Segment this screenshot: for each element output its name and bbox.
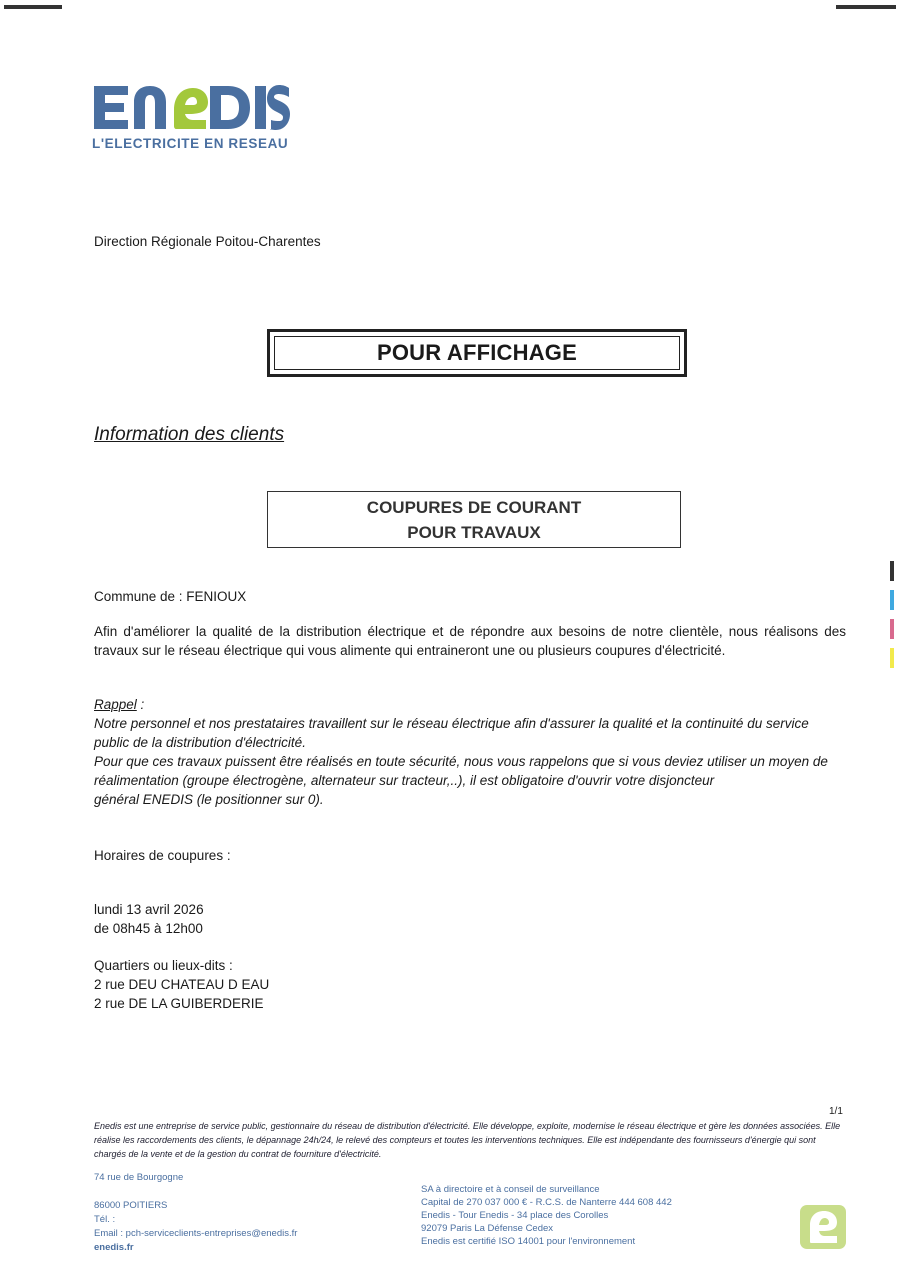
color-calibration-black bbox=[890, 561, 894, 581]
legal-line: Capital de 270 037 000 € - R.C.S. de Nanterre 444 608 442 bbox=[421, 1197, 672, 1208]
legal-line: Enedis est certifié ISO 14001 pour l'environnement bbox=[421, 1236, 636, 1247]
commune: Commune de : FENIOUX bbox=[94, 589, 247, 604]
street-item: 2 rue DEU CHATEAU D EAU bbox=[94, 977, 270, 992]
coupures-box bbox=[267, 491, 681, 548]
street-item: 2 rue DE LA GUIBERDERIE bbox=[94, 996, 264, 1011]
rappel-line: Pour que ces travaux puissent être réalisés en toute sécurité, nous vous rappelons que si vous deviez utiliser un moyen de réalimentation (groupe électrogène, alternateur sur tracteur,..), il est obligatoire d'ouvrir votre disjoncteur bbox=[94, 754, 828, 788]
color-calibration-cyan bbox=[890, 590, 894, 610]
enedis-e-logo-icon bbox=[800, 1205, 846, 1249]
footer-city: 86000 POITIERS bbox=[94, 1200, 168, 1211]
schedule bbox=[94, 900, 204, 938]
footer-address: 74 rue de Bourgogne bbox=[94, 1172, 184, 1183]
scan-mark-top-left bbox=[4, 5, 62, 9]
pour-affichage-box bbox=[267, 329, 687, 377]
legal-line: SA à directoire et à conseil de surveillance bbox=[421, 1184, 600, 1195]
quartiers-label: Quartiers ou lieux-dits : bbox=[94, 958, 233, 973]
rappel-block bbox=[94, 695, 846, 809]
color-calibration-yellow bbox=[890, 648, 894, 668]
legal-line: Enedis - Tour Enedis - 34 place des Corolles bbox=[421, 1210, 609, 1221]
footer-legal bbox=[421, 1183, 672, 1248]
footer-paragraph: Enedis est une entreprise de service public, gestionnaire du réseau de distribution d'électricité. Elle développe, exploite, modernise le réseau électrique et gère les données associées. Elle réalise les raccordements des clients, le dépannage 24h/24, le relevé des compteurs et toutes les interventions techniques. Elle est indépendante des fournisseurs d'énergie qui sont chargés de la vente et de la gestion du contrat de fourniture d'électricité. bbox=[94, 1121, 841, 1159]
footer-email[interactable]: Email : pch-serviceclients-entreprises@enedis.fr bbox=[94, 1228, 298, 1239]
rappel-heading bbox=[94, 695, 846, 714]
footer-tel: Tél. : bbox=[94, 1214, 116, 1225]
enedis-logo bbox=[92, 80, 292, 136]
logo-tagline: L'ELECTRICITE EN RESEAU bbox=[92, 136, 289, 151]
coupures-line-2: POUR TRAVAUX bbox=[407, 522, 541, 542]
footer-website[interactable]: enedis.fr bbox=[94, 1242, 134, 1253]
quartiers bbox=[94, 956, 269, 1013]
coupures-line-1: COUPURES DE COURANT bbox=[366, 497, 582, 517]
pour-affichage-title: POUR AFFICHAGE bbox=[274, 336, 680, 370]
rappel-line: Notre personnel et nos prestataires travaillent sur le réseau électrique afin d'assurer la qualité et la continuité du service public de la distribution d'électricité. bbox=[94, 716, 809, 750]
horaires-label: Horaires de coupures : bbox=[94, 848, 231, 863]
schedule-date: lundi 13 avril 2026 bbox=[94, 902, 204, 917]
rappel-line: général ENEDIS (le positionner sur 0). bbox=[94, 792, 324, 807]
page-number: 1/1 bbox=[829, 1106, 843, 1117]
regional-direction: Direction Régionale Poitou-Charentes bbox=[94, 234, 321, 249]
footer-contact bbox=[94, 1171, 297, 1255]
info-heading: Information des clients bbox=[94, 424, 285, 445]
rappel-title-suffix: : bbox=[136, 697, 145, 712]
scan-mark-top-right bbox=[836, 5, 896, 9]
color-calibration-magenta bbox=[890, 619, 894, 639]
rappel-title: Rappel bbox=[94, 697, 137, 712]
legal-line: 92079 Paris La Défense Cedex bbox=[421, 1223, 554, 1234]
intro-paragraph: Afin d'améliorer la qualité de la distribution électrique et de répondre aux besoins de notre clientèle, nous réalisons des travaux sur le réseau électrique qui vous alimente qui entraineront une ou plusieurs coupures d'électricité. bbox=[94, 624, 846, 658]
schedule-time: de 08h45 à 12h00 bbox=[94, 921, 203, 936]
